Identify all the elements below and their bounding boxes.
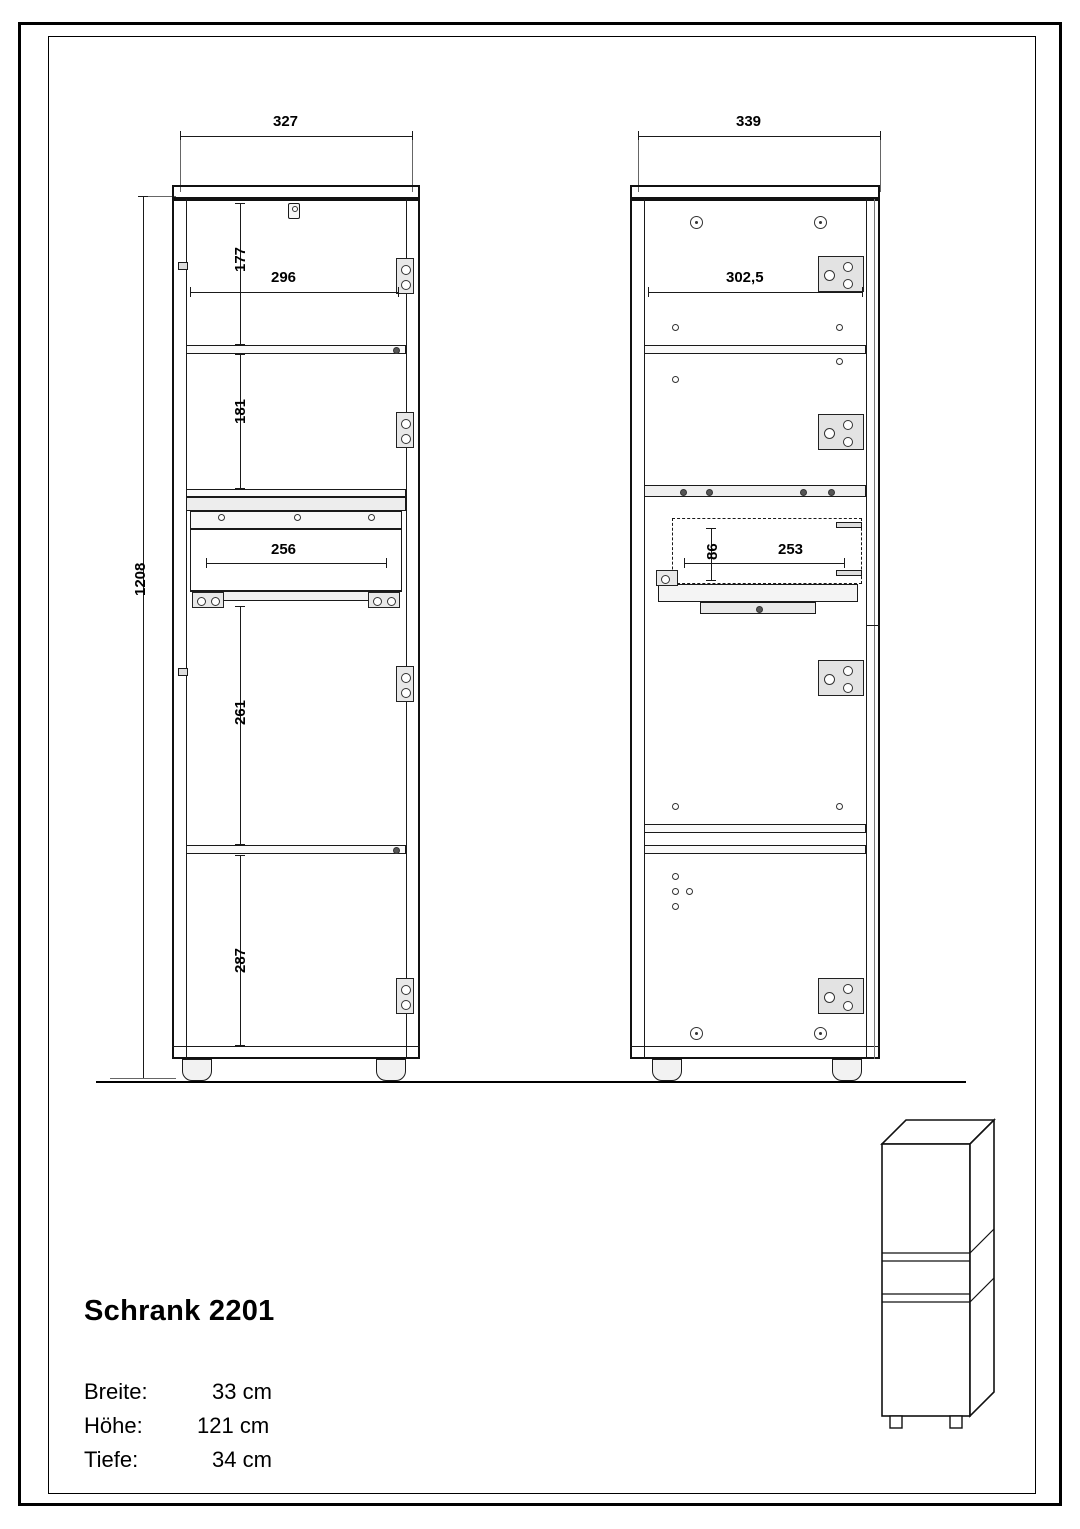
pin-hole-8 xyxy=(672,888,679,895)
dim-181-text: 181 xyxy=(232,398,249,424)
front-height-dim-line xyxy=(143,196,144,1078)
pin-hole-6 xyxy=(836,803,843,810)
front-drawer-rail-top xyxy=(186,497,406,511)
dim-177-tick-top xyxy=(235,203,245,204)
back-bottom-panel-line xyxy=(630,1046,880,1047)
pin-hole-12 xyxy=(706,489,713,496)
back-shelf-4 xyxy=(644,845,866,854)
front-foot-left xyxy=(182,1059,212,1081)
hinge-front-3 xyxy=(396,666,414,702)
front-height-ext-bottom xyxy=(110,1078,176,1079)
back-top-panel xyxy=(630,185,880,199)
front-shelf-3 xyxy=(186,845,406,854)
dim-3025-text: 302,5 xyxy=(726,269,764,286)
back-width-dim-line xyxy=(638,136,880,137)
front-shelf-2 xyxy=(186,489,406,497)
front-left-fitting-2 xyxy=(178,668,188,676)
dim-256-tick-right xyxy=(386,558,387,568)
dim-287-tick-bottom xyxy=(235,1045,245,1046)
dim-86-text: 86 xyxy=(704,543,721,560)
front-top-panel xyxy=(172,185,420,199)
screw-top-right xyxy=(814,216,827,229)
pin-hole-2 xyxy=(836,324,843,331)
page-title: Schrank 2201 xyxy=(84,1295,275,1327)
spec-label-hoehe: Höhe: xyxy=(84,1413,143,1438)
pin-hole-3 xyxy=(672,376,679,383)
front-drawer-slide xyxy=(196,591,396,601)
pin-hole-4 xyxy=(836,358,843,365)
dim-86-tick-top xyxy=(706,528,716,529)
front-drawer-dot-2 xyxy=(294,514,301,521)
spec-label-breite: Breite: xyxy=(84,1379,148,1404)
back-width-dim-text: 339 xyxy=(736,113,762,130)
floor-line xyxy=(96,1081,966,1083)
front-right-inner-edge xyxy=(406,199,407,1059)
dim-86-tick-bottom xyxy=(706,580,716,581)
dim-177-line xyxy=(240,203,241,345)
dim-177-tick-bottom xyxy=(235,344,245,345)
pin-hole-7 xyxy=(672,873,679,880)
dim-253-line xyxy=(684,563,844,564)
front-drawer-dot-1 xyxy=(218,514,225,521)
spec-value-breite: 33 cm xyxy=(212,1379,272,1404)
pin-hole-10 xyxy=(686,888,693,895)
dim-296-tick-right xyxy=(398,287,399,297)
hinge-back-3 xyxy=(818,660,864,696)
dim-253-text: 253 xyxy=(778,541,804,558)
front-drawer-box xyxy=(190,529,402,591)
front-foot-right xyxy=(376,1059,406,1081)
dim-177-text: 177 xyxy=(232,246,249,272)
dim-181-tick-top xyxy=(235,354,245,355)
dim-253-tick-right xyxy=(844,558,845,568)
dim-3025-tick-left xyxy=(648,287,649,297)
back-door-edge xyxy=(874,199,875,1059)
drawer-runner-left xyxy=(192,592,224,608)
dim-256-line xyxy=(206,563,386,564)
screw-bottom-right xyxy=(814,1027,827,1040)
dim-181-tick-bottom xyxy=(235,488,245,489)
hinge-back-2 xyxy=(818,414,864,450)
dim-287-tick-top xyxy=(235,855,245,856)
front-left-fitting-1 xyxy=(178,262,188,270)
back-shelf-1 xyxy=(644,345,866,354)
back-left-inner-edge xyxy=(644,199,645,1059)
spec-value-tiefe: 34 cm xyxy=(212,1447,272,1472)
front-bottom-panel-line xyxy=(172,1046,420,1047)
dim-261-tick-top xyxy=(235,606,245,607)
perspective-thumbnail xyxy=(868,1098,998,1438)
back-door-split xyxy=(866,625,880,626)
shelf-pin-1 xyxy=(393,347,400,354)
back-drawer-rail-r1 xyxy=(836,522,862,528)
back-foot-left xyxy=(652,1059,682,1081)
dim-296-line xyxy=(190,292,398,293)
dim-261-tick-bottom xyxy=(235,844,245,845)
dim-296-tick-left xyxy=(190,287,191,297)
hinge-back-4 xyxy=(818,978,864,1014)
back-right-inner-edge xyxy=(866,199,867,1059)
dim-261-text: 261 xyxy=(232,699,249,725)
screw-bottom-left xyxy=(690,1027,703,1040)
dim-261-line xyxy=(240,606,241,845)
front-left-inner-edge xyxy=(186,199,187,1059)
pin-hole-13 xyxy=(800,489,807,496)
spec-label-tiefe: Tiefe: xyxy=(84,1447,139,1472)
pin-hole-11 xyxy=(680,489,687,496)
pin-hole-1 xyxy=(672,324,679,331)
lock-icon-hole xyxy=(292,206,298,212)
hinge-front-4 xyxy=(396,978,414,1014)
pin-hole-9 xyxy=(672,903,679,910)
drawer-runner-right xyxy=(368,592,400,608)
dim-287-text: 287 xyxy=(232,947,249,973)
back-drawer-box xyxy=(672,518,862,584)
dim-256-tick-left xyxy=(206,558,207,568)
back-drawer-dot xyxy=(756,606,763,613)
front-height-tick-top xyxy=(138,196,148,197)
back-drawer-front xyxy=(658,584,858,602)
spec-value-hoehe: 121 cm xyxy=(197,1413,270,1438)
pin-hole-5 xyxy=(672,803,679,810)
front-carcass xyxy=(172,199,420,1059)
dim-296-text: 296 xyxy=(271,269,297,286)
hinge-front-2 xyxy=(396,412,414,448)
back-ext-right xyxy=(880,140,881,192)
front-drawer-dot-3 xyxy=(368,514,375,521)
front-width-dim-text: 327 xyxy=(273,113,299,130)
back-shelf-3 xyxy=(644,824,866,833)
hinge-back-1 xyxy=(818,256,864,292)
dim-3025-line xyxy=(648,292,862,293)
back-drawer-runner-left xyxy=(656,570,678,586)
shelf-pin-2 xyxy=(393,847,400,854)
front-shelf-1 xyxy=(186,345,406,354)
dim-253-tick-left xyxy=(684,558,685,568)
dim-256-text: 256 xyxy=(271,541,297,558)
pin-hole-14 xyxy=(828,489,835,496)
back-foot-right xyxy=(832,1059,862,1081)
front-height-dim-text: 1208 xyxy=(132,562,149,596)
front-width-dim-line xyxy=(180,136,412,137)
dim-3025-tick-right xyxy=(862,287,863,297)
back-drawer-rail-r2 xyxy=(836,570,862,576)
screw-top-left xyxy=(690,216,703,229)
